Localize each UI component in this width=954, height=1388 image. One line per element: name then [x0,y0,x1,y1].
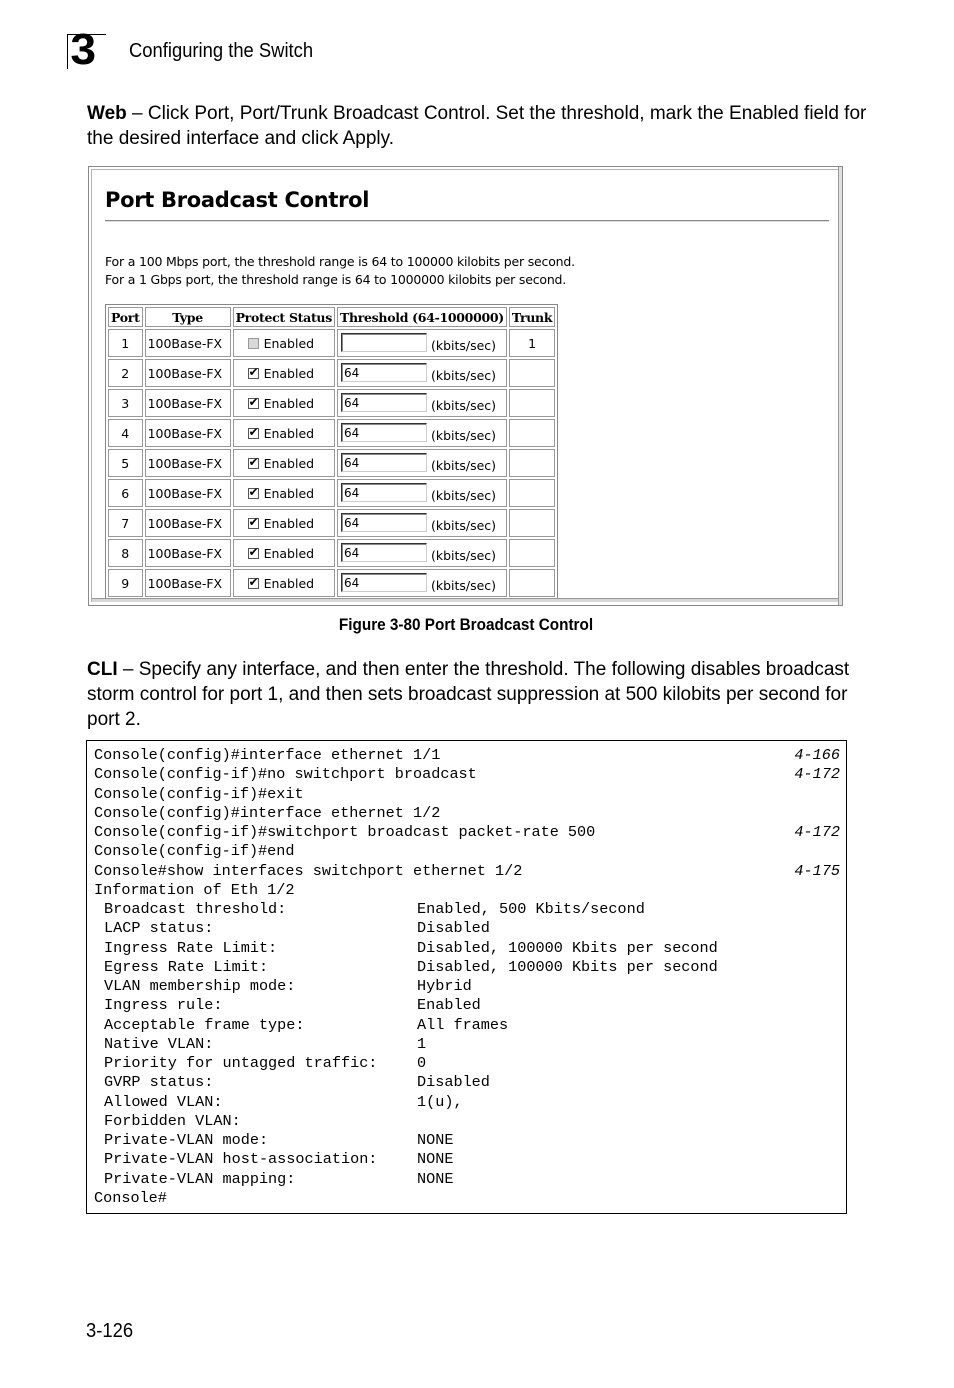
enabled-checkbox[interactable] [248,544,259,559]
port-cell: 8 [108,539,143,567]
table-row [108,479,555,507]
info-field-label: GVRP status: [104,1073,214,1092]
port-cell: 3 [108,389,143,417]
table-row [108,389,555,417]
threshold-input[interactable]: 64 [341,423,427,442]
table-row [108,509,555,537]
checkmark-icon: ✔ [248,574,259,589]
threshold-cell [337,329,507,357]
trunk-cell [509,479,555,507]
info-field-value: Enabled, 500 Kbits/second [417,900,645,918]
info-field-value: Disabled, 100000 Kbits per second [417,957,718,976]
enabled-checkbox[interactable] [248,394,259,409]
cli-text: – Specify any interface, and then enter the threshold. The following disables broadcast storm control for port 1, and then sets broadcast suppression at 500 kilobits per second for port 2. [87,659,850,730]
threshold-cell [337,509,507,537]
threshold-unit: (kbits/sec) [430,578,497,593]
checkmark-icon: ✔ [248,514,259,529]
threshold-unit: (kbits/sec) [430,518,497,533]
table-row [108,449,555,477]
cli-instructions [87,657,867,732]
info-field-value: NONE [417,1169,454,1188]
command-reference: 4-172 [794,823,840,841]
checkmark-icon: ✔ [248,454,259,469]
port-cell: 1 [108,329,143,357]
table-row [108,419,555,447]
threshold-input[interactable]: 64 [341,483,427,502]
command-reference: 4-166 [794,746,840,764]
type-cell: 100Base-FX [145,359,231,387]
protect-status-cell [233,569,335,597]
checkmark-icon: ✔ [248,394,259,409]
title-divider [105,220,829,222]
column-header-port: Port [108,307,143,327]
info-field-label: Private-VLAN host-association: [104,1150,378,1169]
trunk-cell [509,449,555,477]
info-field-label: Broadcast threshold: [104,900,287,918]
info-field-value: NONE [417,1150,454,1169]
threshold-unit: (kbits/sec) [430,548,497,563]
cli-command-line: Console(config-if)#end [94,842,295,861]
page-number: 3-126 [86,1320,134,1342]
port-cell: 6 [108,479,143,507]
screenshot-frame [91,169,838,602]
protect-status-cell [233,359,335,387]
cli-command-line: Console(config)#interface ethernet 1/2 [94,803,441,822]
protect-status-cell [233,509,335,537]
port-broadcast-control-screenshot [88,166,843,606]
info-field-label: Priority for untagged traffic: [104,1054,378,1072]
trunk-cell [509,539,555,567]
enabled-label: Enabled [263,485,315,501]
enabled-checkbox[interactable] [248,454,259,469]
info-field-value: 1(u), [417,1092,463,1111]
info-field-value: Hybrid [417,977,472,995]
cli-prompt-line: Console# [94,1188,167,1207]
cli-label: CLI [87,659,118,680]
type-cell: 100Base-FX [145,449,231,477]
figure-caption: Figure 3-80 Port Broadcast Control [338,615,594,634]
threshold-input[interactable]: 64 [341,363,427,382]
info-field-label: VLAN membership mode: [104,977,296,995]
trunk-cell [509,389,555,417]
table-header-row [108,307,555,327]
threshold-input[interactable]: 64 [341,513,427,532]
threshold-cell [337,389,507,417]
threshold-unit: (kbits/sec) [430,488,497,503]
cli-command-line: Console(config)#interface ethernet 1/1 [94,746,441,764]
enabled-label: Enabled [263,545,315,561]
threshold-note-1g: For a 1 Gbps port, the threshold range is 64 to 1000000 kilobits per second. [105,272,567,287]
info-field-label: Ingress Rate Limit: [104,938,278,957]
command-reference: 4-175 [794,861,840,880]
trunk-cell [509,419,555,447]
chapter-number: 3 [70,25,97,74]
table-row [108,569,555,597]
cli-command-line: Console(config-if)#switchport broadcast packet-rate 500 [94,823,596,841]
protect-status-cell [233,449,335,477]
horizontal-scrollbar[interactable] [92,598,838,602]
info-field-label: LACP status: [104,919,214,938]
info-field-label: Acceptable frame type: [104,1015,305,1034]
cli-command-line: Console(config-if)#exit [94,784,304,803]
enabled-checkbox[interactable] [248,484,259,499]
type-cell: 100Base-FX [145,389,231,417]
protect-status-cell [233,419,335,447]
type-cell: 100Base-FX [145,329,231,357]
enabled-label: Enabled [263,365,315,381]
cli-example-box [86,740,847,1214]
port-cell: 4 [108,419,143,447]
threshold-unit: (kbits/sec) [430,338,497,353]
enabled-checkbox[interactable] [248,364,259,379]
info-field-value: Disabled [417,1073,490,1092]
threshold-input[interactable]: 64 [341,393,427,412]
column-header-protect-status: Protect Status [233,307,335,327]
trunk-cell [509,509,555,537]
threshold-cell [337,449,507,477]
enabled-label: Enabled [263,335,315,351]
port-broadcast-table [105,304,558,600]
trunk-cell [509,569,555,597]
web-text: – Click Port, Port/Trunk Broadcast Control. Set the threshold, mark the Enabled field for the desired interface and click Apply. [87,103,867,149]
info-field-label: Egress Rate Limit: [104,957,269,976]
enabled-label: Enabled [263,575,315,591]
protect-status-cell [233,389,335,417]
type-cell: 100Base-FX [145,539,231,567]
enabled-label: Enabled [263,425,315,441]
info-field-label: Private-VLAN mode: [104,1131,269,1149]
threshold-unit: (kbits/sec) [430,368,497,383]
info-field-label: Forbidden VLAN: [104,1111,241,1130]
protect-status-cell [233,329,335,357]
info-field-value: All frames [417,1015,509,1034]
cli-command-line: Console(config-if)#no switchport broadcast [94,765,477,784]
info-field-label: Ingress rule: [104,996,223,1015]
info-field-label: Allowed VLAN: [104,1092,223,1111]
threshold-cell [337,569,507,597]
info-field-value: 1 [417,1034,427,1053]
threshold-unit: (kbits/sec) [430,458,497,473]
threshold-cell [337,539,507,567]
enabled-label: Enabled [263,395,315,411]
threshold-input[interactable] [341,333,427,352]
column-header-type: Type [145,307,231,327]
enabled-checkbox[interactable] [248,574,259,589]
threshold-cell [337,419,507,447]
info-field-value: Enabled [417,996,481,1015]
table-row [108,359,555,387]
checkmark-icon: ✔ [248,364,259,379]
trunk-cell: 1 [509,329,555,357]
checkmark-icon: ✔ [248,544,259,559]
port-cell: 2 [108,359,143,387]
running-header-title: Configuring the Switch [129,40,314,62]
enabled-checkbox[interactable] [248,424,259,439]
type-cell: 100Base-FX [145,569,231,597]
info-field-value: Disabled [417,919,490,938]
cli-command-line: Console#show interfaces switchport ethernet 1/2 [94,861,523,880]
threshold-input[interactable]: 64 [341,453,427,472]
threshold-cell [337,359,507,387]
protect-status-cell [233,539,335,567]
enabled-label: Enabled [263,455,315,471]
threshold-unit: (kbits/sec) [430,428,497,443]
web-label: Web [87,103,127,124]
threshold-note-100m: For a 100 Mbps port, the threshold range is 64 to 100000 kilobits per second. [105,254,575,269]
threshold-unit: (kbits/sec) [430,398,497,413]
enabled-checkbox[interactable] [248,338,259,349]
command-reference: 4-172 [794,765,840,784]
enabled-label: Enabled [263,515,315,531]
protect-status-cell [233,479,335,507]
port-cell: 7 [108,509,143,537]
port-cell: 5 [108,449,143,477]
type-cell: 100Base-FX [145,419,231,447]
threshold-input[interactable]: 64 [341,573,427,592]
table-row [108,329,555,357]
type-cell: 100Base-FX [145,509,231,537]
cli-command-line: Information of Eth 1/2 [94,880,295,899]
info-field-label: Private-VLAN mapping: [104,1169,296,1188]
table-row [108,539,555,567]
checkmark-icon: ✔ [248,424,259,439]
checkmark-icon: ✔ [248,484,259,499]
info-field-label: Native VLAN: [104,1034,214,1053]
vertical-scrollbar[interactable] [838,167,842,605]
column-header-threshold: Threshold (64-1000000) [337,307,507,327]
enabled-checkbox[interactable] [248,514,259,529]
info-field-value: NONE [417,1131,454,1149]
web-instructions [87,101,867,151]
threshold-input[interactable]: 64 [341,543,427,562]
type-cell: 100Base-FX [145,479,231,507]
trunk-cell [509,359,555,387]
port-cell: 9 [108,569,143,597]
threshold-cell [337,479,507,507]
column-header-trunk: Trunk [509,307,555,327]
page-title: Port Broadcast Control [105,188,370,212]
info-field-value: 0 [417,1054,427,1072]
info-field-value: Disabled, 100000 Kbits per second [417,938,718,957]
